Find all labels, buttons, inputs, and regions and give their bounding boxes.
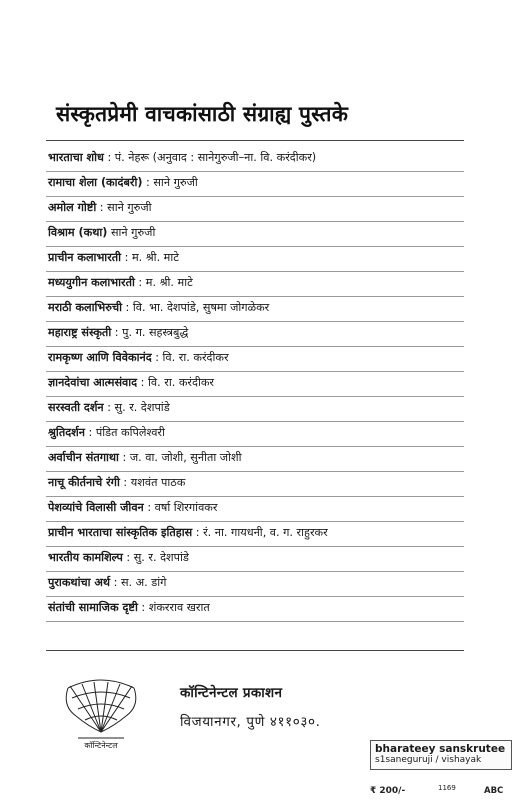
book-separator: : — [96, 201, 108, 214]
book-title: सरस्वती दर्शन — [48, 401, 104, 414]
book-credit: पं. नेहरू (अनुवाद : सानेगुरुजी–ना. वि. करंदीकर) — [114, 151, 317, 164]
book-separator: : — [137, 376, 149, 389]
book-title: श्रुतिदर्शन — [48, 426, 85, 439]
book-entry — [46, 522, 464, 547]
book-separator: : — [151, 351, 163, 364]
book-title: मध्ययुगीन कलाभारती — [48, 276, 135, 289]
book-credit: वर्षा शिरगांवकर — [154, 501, 218, 514]
book-credit: वि. भा. देशपांडे, सुषमा जोगळेकर — [132, 301, 270, 314]
book-credit: स. अ. डांगे — [120, 576, 167, 589]
book-title: अमोल गोष्टी — [48, 201, 97, 214]
book-separator: : — [103, 401, 115, 414]
book-entry — [46, 222, 464, 247]
book-title: भारतीय कामशिल्प — [48, 551, 123, 564]
book-entry — [46, 472, 464, 497]
book-entry — [46, 572, 464, 597]
book-credit: रं. ना. गायधनी, व. ग. राहुरकर — [203, 526, 328, 539]
book-credit: पंडित कपिलेश्वरी — [95, 426, 165, 439]
book-separator: : — [137, 601, 149, 614]
book-title: रामाचा शेला (कादंबरी) — [48, 176, 143, 189]
sticker-line-1: bharateey sanskrutee — [375, 743, 506, 755]
book-entry — [46, 272, 464, 297]
book-credit: म. श्री. माटे — [145, 276, 193, 289]
book-title: महाराष्ट्र संस्कृती — [48, 326, 112, 339]
book-title: प्राचीन कलाभारती — [48, 251, 122, 264]
book-credit: म. श्री. माटे — [131, 251, 179, 264]
divider-bottom — [46, 650, 464, 651]
book-entry — [46, 497, 464, 522]
book-credit: वि. रा. करंदीकर — [148, 376, 215, 389]
book-separator: : — [143, 501, 155, 514]
book-title: विश्राम (कथा) — [48, 226, 108, 239]
book-separator: : — [118, 451, 130, 464]
book-entry — [46, 597, 464, 622]
logo-caption: कॉन्टिनेन्टल — [84, 741, 118, 750]
book-title: ज्ञानदेवांचा आत्मसंवाद — [48, 376, 138, 389]
book-title: पेशव्यांचे विलासी जीवन — [48, 501, 144, 514]
book-title: संतांची सामाजिक दृष्टी — [48, 601, 138, 614]
book-entry — [46, 247, 464, 272]
book-entry — [46, 197, 464, 222]
divider-top — [46, 140, 464, 141]
book-separator: : — [84, 426, 96, 439]
book-entry — [46, 322, 464, 347]
publisher-name: कॉन्टिनेन्टल प्रकाशन — [180, 685, 283, 701]
book-title: नाचू कीर्तनाचे रंगी — [48, 476, 120, 489]
publisher-address: विजयानगर, पुणे ४११०३०. — [180, 714, 321, 730]
book-title: भारताचा शोध — [48, 151, 104, 164]
book-entry — [46, 447, 464, 472]
publisher-logo-icon — [58, 676, 144, 752]
book-credit: सु. र. देशपांडे — [114, 401, 170, 414]
page-title: संस्कृतप्रेमी वाचकांसाठी संग्राह्य पुस्तके — [56, 102, 349, 126]
book-credit: यशवंत पाठक — [130, 476, 186, 489]
book-separator: : — [122, 301, 133, 314]
book-separator: : — [111, 326, 123, 339]
book-separator: : — [110, 576, 121, 589]
book-entry — [46, 347, 464, 372]
book-separator: : — [192, 526, 204, 539]
book-credit: सु. र. देशपांडे — [133, 551, 189, 564]
book-credit: वि. रा. करंदीकर — [162, 351, 229, 364]
item-code: 1169 — [438, 784, 456, 792]
book-entry — [46, 397, 464, 422]
book-credit: साने गुरुजी — [107, 201, 152, 214]
book-separator: : — [119, 476, 131, 489]
book-separator: : — [142, 176, 154, 189]
book-credit: ज. वा. जोशी, सुनीता जोशी — [129, 451, 242, 464]
book-credit: साने गुरुजी — [110, 226, 156, 239]
book-separator: : — [121, 251, 132, 264]
book-title: अर्वाचीन संतगाथा — [48, 451, 119, 464]
book-title: मराठी कलाभिरुची — [48, 301, 122, 314]
book-separator: : — [122, 551, 134, 564]
book-credit: साने गुरुजी — [153, 176, 198, 189]
book-separator: : — [134, 276, 146, 289]
book-entry — [46, 422, 464, 447]
price-strip — [366, 784, 512, 800]
book-entry — [46, 372, 464, 397]
book-title: पुराकथांचा अर्थ — [48, 576, 111, 589]
price-label: ₹ 200/- — [370, 786, 406, 796]
book-separator: : — [103, 151, 115, 164]
book-entry — [46, 172, 464, 197]
book-entry — [46, 547, 464, 572]
book-list — [46, 147, 464, 622]
book-credit: पु. ग. सहस्त्रबुद्धे — [122, 326, 189, 339]
book-entry — [46, 147, 464, 172]
book-credit: शंकरराव खरात — [148, 601, 210, 614]
book-title: प्राचीन भारताचा सांस्कृतिक इतिहास — [48, 526, 193, 539]
sticker-line-2: s1saneguruji / vishayak — [375, 755, 482, 765]
catalog-sticker — [370, 740, 512, 770]
book-entry — [46, 297, 464, 322]
abc-label: ABC — [484, 786, 504, 796]
book-title: रामकृष्ण आणि विवेकानंद — [48, 351, 152, 364]
